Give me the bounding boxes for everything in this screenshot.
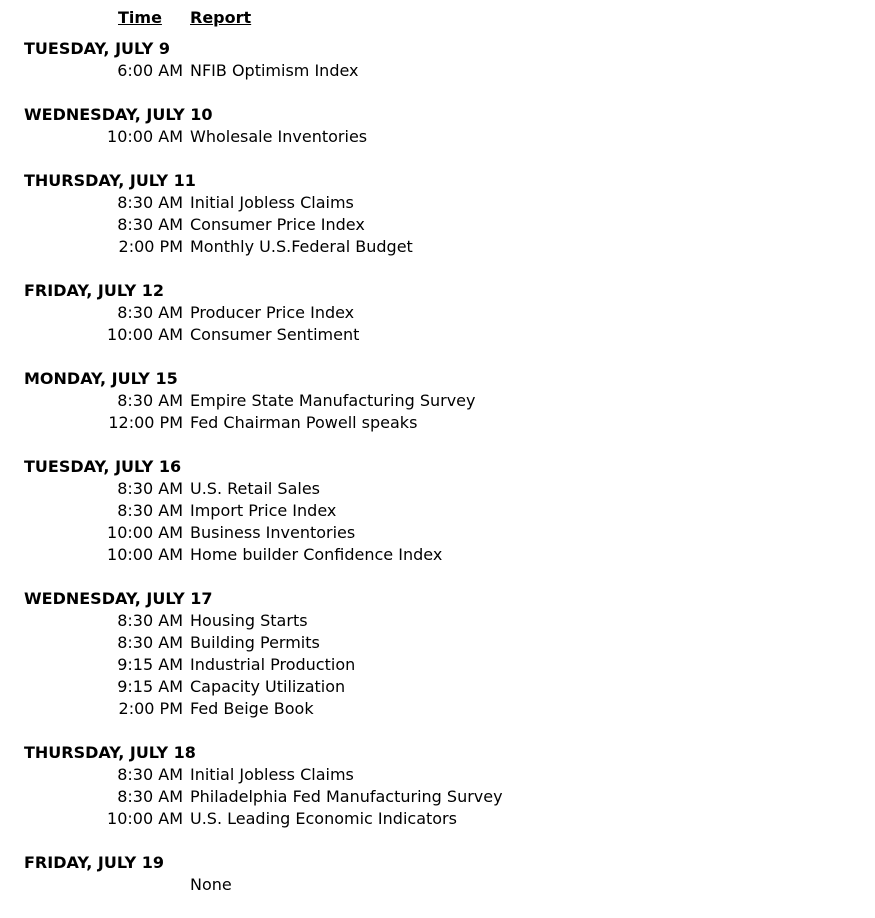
day-section bbox=[0, 170, 875, 258]
event-time: 8:30 AM bbox=[117, 501, 183, 520]
column-header bbox=[0, 7, 875, 29]
day-section bbox=[0, 280, 875, 346]
event-report: Monthly U.S.Federal Budget bbox=[190, 237, 413, 256]
day-section bbox=[0, 456, 875, 566]
event-row bbox=[0, 676, 875, 698]
day-title: TUESDAY, JULY 9 bbox=[24, 39, 171, 58]
event-report: Capacity Utilization bbox=[190, 677, 346, 696]
day-section bbox=[0, 368, 875, 434]
event-time: 2:00 PM bbox=[118, 237, 183, 256]
event-time: 9:15 AM bbox=[117, 655, 183, 674]
event-time: 6:00 AM bbox=[117, 61, 183, 80]
event-time: 10:00 AM bbox=[107, 325, 183, 344]
event-report: Producer Price Index bbox=[190, 303, 355, 322]
event-report: Fed Beige Book bbox=[190, 699, 314, 718]
event-report: Empire State Manufacturing Survey bbox=[190, 391, 476, 410]
event-time: 8:30 AM bbox=[117, 479, 183, 498]
day-section bbox=[0, 588, 875, 720]
event-report: Philadelphia Fed Manufacturing Survey bbox=[190, 787, 503, 806]
event-row bbox=[0, 302, 875, 324]
event-time: 10:00 AM bbox=[107, 523, 183, 542]
event-report: Building Permits bbox=[190, 633, 320, 652]
event-report: Home builder Confidence Index bbox=[190, 545, 443, 564]
event-row bbox=[0, 632, 875, 654]
event-time: 8:30 AM bbox=[117, 391, 183, 410]
event-row bbox=[0, 764, 875, 786]
event-report: Consumer Sentiment bbox=[190, 325, 360, 344]
event-row bbox=[0, 192, 875, 214]
event-row bbox=[0, 500, 875, 522]
day-title: TUESDAY, JULY 16 bbox=[24, 457, 182, 476]
day-title: WEDNESDAY, JULY 17 bbox=[24, 589, 213, 608]
event-row bbox=[0, 412, 875, 434]
event-time: 2:00 PM bbox=[118, 699, 183, 718]
event-time: 8:30 AM bbox=[117, 765, 183, 784]
day-title: THURSDAY, JULY 18 bbox=[24, 743, 196, 762]
event-row bbox=[0, 324, 875, 346]
event-report: Business Inventories bbox=[190, 523, 356, 542]
event-report: U.S. Leading Economic Indicators bbox=[190, 809, 457, 828]
day-section bbox=[0, 742, 875, 830]
event-time: 10:00 AM bbox=[107, 545, 183, 564]
event-time: 8:30 AM bbox=[117, 303, 183, 322]
event-row bbox=[0, 522, 875, 544]
event-row bbox=[0, 126, 875, 148]
economic-calendar bbox=[0, 38, 875, 918]
event-time: 8:30 AM bbox=[117, 215, 183, 234]
event-report: NFIB Optimism Index bbox=[190, 61, 359, 80]
event-time: 12:00 PM bbox=[108, 413, 183, 432]
event-time: 8:30 AM bbox=[117, 193, 183, 212]
event-row bbox=[0, 544, 875, 566]
event-row bbox=[0, 654, 875, 676]
day-title: THURSDAY, JULY 11 bbox=[24, 171, 196, 190]
event-row bbox=[0, 874, 875, 896]
event-row bbox=[0, 698, 875, 720]
event-report: Fed Chairman Powell speaks bbox=[190, 413, 418, 432]
event-report: Consumer Price Index bbox=[190, 215, 365, 234]
event-time: 9:15 AM bbox=[117, 677, 183, 696]
event-row bbox=[0, 390, 875, 412]
day-title: MONDAY, JULY 15 bbox=[24, 369, 178, 388]
day-title: FRIDAY, JULY 19 bbox=[24, 853, 164, 872]
event-report: Industrial Production bbox=[190, 655, 356, 674]
event-row bbox=[0, 214, 875, 236]
day-title: WEDNESDAY, JULY 10 bbox=[24, 105, 213, 124]
event-time: 10:00 AM bbox=[107, 127, 183, 146]
day-title: FRIDAY, JULY 12 bbox=[24, 281, 164, 300]
event-row bbox=[0, 478, 875, 500]
day-section bbox=[0, 104, 875, 148]
event-row bbox=[0, 610, 875, 632]
event-report: Housing Starts bbox=[190, 611, 308, 630]
event-report: U.S. Retail Sales bbox=[190, 479, 321, 498]
event-row bbox=[0, 808, 875, 830]
event-time: 8:30 AM bbox=[117, 787, 183, 806]
event-report: Initial Jobless Claims bbox=[190, 765, 354, 784]
time-column-header: Time bbox=[118, 8, 162, 27]
event-time: 8:30 AM bbox=[117, 611, 183, 630]
event-report: Import Price Index bbox=[190, 501, 337, 520]
event-time: 10:00 AM bbox=[107, 809, 183, 828]
day-section bbox=[0, 38, 875, 82]
event-row bbox=[0, 786, 875, 808]
event-report: Wholesale Inventories bbox=[190, 127, 368, 146]
event-report: Initial Jobless Claims bbox=[190, 193, 354, 212]
event-time: 8:30 AM bbox=[117, 633, 183, 652]
event-row bbox=[0, 236, 875, 258]
event-row bbox=[0, 60, 875, 82]
report-column-header: Report bbox=[190, 8, 252, 27]
event-report: None bbox=[190, 875, 232, 894]
day-section bbox=[0, 852, 875, 896]
